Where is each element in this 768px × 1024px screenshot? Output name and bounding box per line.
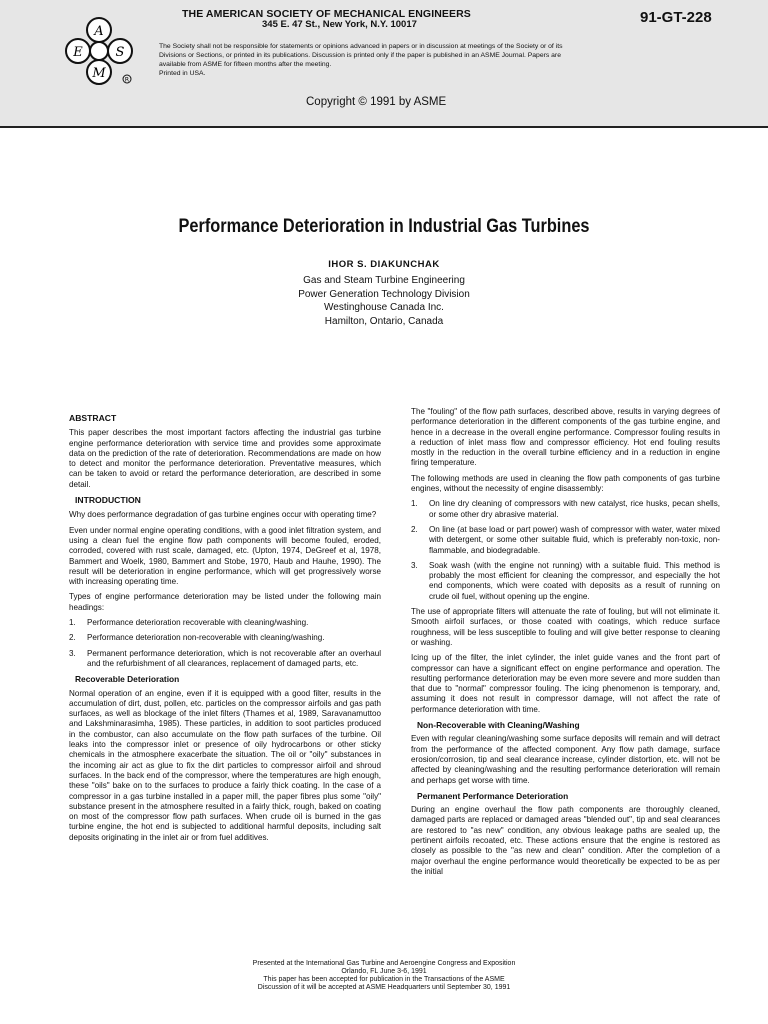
svg-text:R: R bbox=[124, 76, 130, 84]
abstract-heading: ABSTRACT bbox=[69, 413, 117, 423]
list-number: 1. bbox=[411, 499, 418, 509]
header-band bbox=[0, 0, 768, 128]
paragraph: Why does performance degradation of gas turbine engines occur with operating time? bbox=[69, 510, 377, 520]
footer-line: Presented at the International Gas Turbine and Aeroengine Congress and Exposition bbox=[252, 960, 516, 967]
non-recoverable-heading: Non-Recoverable with Cleaning/Washing bbox=[417, 720, 580, 731]
list-number: 2. bbox=[69, 633, 76, 643]
society-address: 345 E. 47 St., New York, N.Y. 10017 bbox=[262, 19, 417, 30]
paragraph: The "fouling" of the flow path surfaces, described above, results in varying degrees of performance deterioration in the different components of the gas turbine engine, and hence in a decrease in the overall engine performance. Compressor fouling results in a reduction of inlet mass flow and compressor efficiency. Hot end fouling results mostly in the reduction in the overall turbine efficiency and in a reduction in engine firing temperature. bbox=[411, 407, 720, 468]
cleaning-methods-list bbox=[411, 499, 720, 602]
disclaimer-text: The Society shall not be responsible for statements or opinions advanced in papers or in discussion at meetings of the Society or of its Divisions or Sections, or printed in its publications. Discussion is printed only if the paper is published in an ASME Journal. Papers are available from ASME for fifteen months after the meeting. bbox=[159, 43, 563, 68]
right-column bbox=[411, 407, 720, 882]
left-column bbox=[69, 413, 381, 848]
footer-line: This paper has been accepted for publication in the Transactions of the ASME bbox=[263, 976, 505, 983]
list-item bbox=[411, 525, 720, 556]
list-item bbox=[69, 633, 381, 643]
list-number: 3. bbox=[411, 560, 418, 570]
permanent-heading: Permanent Performance Deterioration bbox=[417, 790, 569, 801]
svg-text:M: M bbox=[92, 66, 106, 81]
list-text: Performance deterioration non-recoverable with cleaning/washing. bbox=[87, 633, 325, 643]
printed-in: Printed in USA. bbox=[159, 70, 206, 77]
society-name: THE AMERICAN SOCIETY OF MECHANICAL ENGINEERS bbox=[182, 8, 471, 20]
svg-text:E: E bbox=[73, 45, 83, 60]
list-item bbox=[69, 618, 381, 628]
author-name: IHOR S. DIAKUNCHAK bbox=[328, 259, 440, 270]
list-item bbox=[411, 499, 720, 520]
affiliation-line: Hamilton, Ontario, Canada bbox=[324, 315, 444, 327]
list-text: On line (at base load or part power) wash of compressor with water, water mixed with detergent, or some other suitable fluid, which is preferably non-toxic, non-flammable, and biodegradable. bbox=[429, 524, 720, 555]
abstract-text: This paper describes the most important factors affecting the industrial gas turbine engine performance deterioration with service time and provides some approximate data on the prediction of the rate of deterioration. Recommendations are made on how to detect and monitor the performance deterioration. Preventative measures, which can be taken to avoid or retard the performance deterioration, are described in some detail. bbox=[69, 428, 381, 489]
copyright-line: Copyright © 1991 by ASME bbox=[306, 96, 447, 108]
list-text: Soak wash (with the engine not running) with a suitable fluid. This method is probably the most efficient for cleaning the compressor, and especially the hot end components, which were coated with deposits as a result of running on crude oil fuel, without opening up the engine. bbox=[429, 560, 720, 601]
paragraph: The use of appropriate filters will attenuate the rate of fouling, but will not eliminate it. Smooth airfoil surfaces, or those coated with coatings, which reduce surface roughness, will be less susceptible to fouling and will give better response to cleaning or washing. bbox=[411, 607, 720, 647]
disclaimer-notice bbox=[159, 42, 579, 78]
deterioration-types-list bbox=[69, 618, 381, 669]
list-number: 1. bbox=[69, 618, 76, 628]
svg-text:S: S bbox=[115, 45, 125, 60]
paper-title: Performance Deterioration in Industrial Gas Turbines bbox=[178, 216, 590, 237]
paragraph: Even with regular cleaning/washing some surface deposits will remain and will detract from the performance of the affected component. Any flow path damage, surface erosion/corrosion, tip and seal clearance increase, cylinder distortion, etc. will not be affected by cleaning/washing and the resulting performance deterioration will remain and perhaps get worse with time. bbox=[411, 734, 720, 785]
list-item bbox=[69, 649, 381, 670]
list-item bbox=[411, 561, 720, 602]
list-number: 2. bbox=[411, 524, 418, 534]
footer-line: Orlando, FL June 3-6, 1991 bbox=[341, 968, 427, 975]
svg-text:A: A bbox=[94, 24, 104, 39]
list-text: Performance deterioration recoverable with cleaning/washing. bbox=[87, 618, 309, 628]
asme-logo-icon bbox=[64, 16, 134, 86]
affiliation-line: Gas and Steam Turbine Engineering bbox=[303, 275, 465, 286]
paper-number: 91-GT-228 bbox=[640, 9, 712, 26]
paragraph: Types of engine performance deterioration may be listed under the following main headings: bbox=[69, 592, 381, 612]
affiliation-line: Westinghouse Canada Inc. bbox=[324, 302, 444, 314]
recoverable-heading: Recoverable Deterioration bbox=[75, 674, 180, 685]
paragraph: Normal operation of an engine, even if it is equipped with a good filter, results in the accumulation of dirt, dust, pollen, etc. particles on the compressor airfoils and gas path surfaces, as well as blockage of the inlet filters (Thames et al, 1989, Saravanamuttoo and Lakshminarasimha, 1985). These particles, in addition to soot particles produced in the combustor, can also accumulate on the flow path surfaces of the turbine. Oil leaks into the compressor inlet or presence of oily hydrocarbons or other sticky chemicals in the atmosphere exacerbate the situation. The oil or "oily" substances in the incoming air act as glue to fix the dirt particles to compressor airfoil and shroud surfaces. In the back end of the compressor, where the temperatures are high enough, these "oils" bake on to the surfaces to produce a fairly thick coating. In the case of a compressor in a gas turbine installed in a paper mill, the paper fibres plus some "oily" substance present in the atmosphere resulted in a fairly thick, rough, baked on coating on most of the compressor flow path surfaces. When crude oil is burned in the gas turbine engine, the hot end is subjected to additional harmful deposits, including salt deposits originating in the inlet air or from fuel additives. bbox=[69, 688, 381, 842]
presentation-footer bbox=[0, 960, 768, 992]
introduction-heading: INTRODUCTION bbox=[75, 495, 141, 506]
author-affiliation bbox=[0, 274, 768, 328]
list-number: 3. bbox=[69, 648, 76, 658]
paragraph: Even under normal engine operating conditions, with a good inlet filtration system, and using a clean fuel the engine flow path components will become fouled, eroded, corroded, covered with rust scale, damaged, etc. (Upton, 1974, DeGreef et al, 1978, Bammert and Woelk, 1980, Bammert and Stobe, 1970, Haub and Hauhe, 1990). The result will be deterioration in engine performance, which will get progressively worse with increasing operating time. bbox=[69, 525, 381, 587]
list-text: On line dry cleaning of compressors with new catalyst, rice husks, pecan shells, or some other dry abrasive material. bbox=[429, 499, 720, 519]
affiliation-line: Power Generation Technology Division bbox=[298, 288, 470, 300]
paragraph: During an engine overhaul the flow path components are thoroughly cleaned, damaged parts are replaced or damaged areas "blended out", tip and seal clearances are restored to "as new" condition, any obvious leakage paths are sealed up, the pertinent airfoils recoated, etc. These actions ensure that the engine is restored as closely as possible to the "as new and clean" condition. After the completion of a major overhaul the engine performance would theoretically be expected to be as per the initial bbox=[411, 805, 720, 876]
paragraph: The following methods are used in cleaning the flow path components of gas turbine engines, without the necessity of engine disassembly: bbox=[411, 473, 720, 494]
list-text: Permanent performance deterioration, which is not recoverable after an overhaul and the refurbishment of all clearances, replacement of damaged parts, etc. bbox=[87, 648, 381, 668]
paragraph: Icing up of the filter, the inlet cylinder, the inlet guide vanes and the front part of compressor can have a significant effect on engine performance and operation. The resulting performance deterioration may be even more severe and more sudden than that due to "normal" compressor fouling. The icing phenomenon is temporary, and, assuming it does not result in compressor damage, will not affect the rate of performance deterioration with time. bbox=[411, 653, 720, 714]
footer-line: Discussion of it will be accepted at ASME Headquarters until September 30, 1991 bbox=[257, 984, 511, 991]
